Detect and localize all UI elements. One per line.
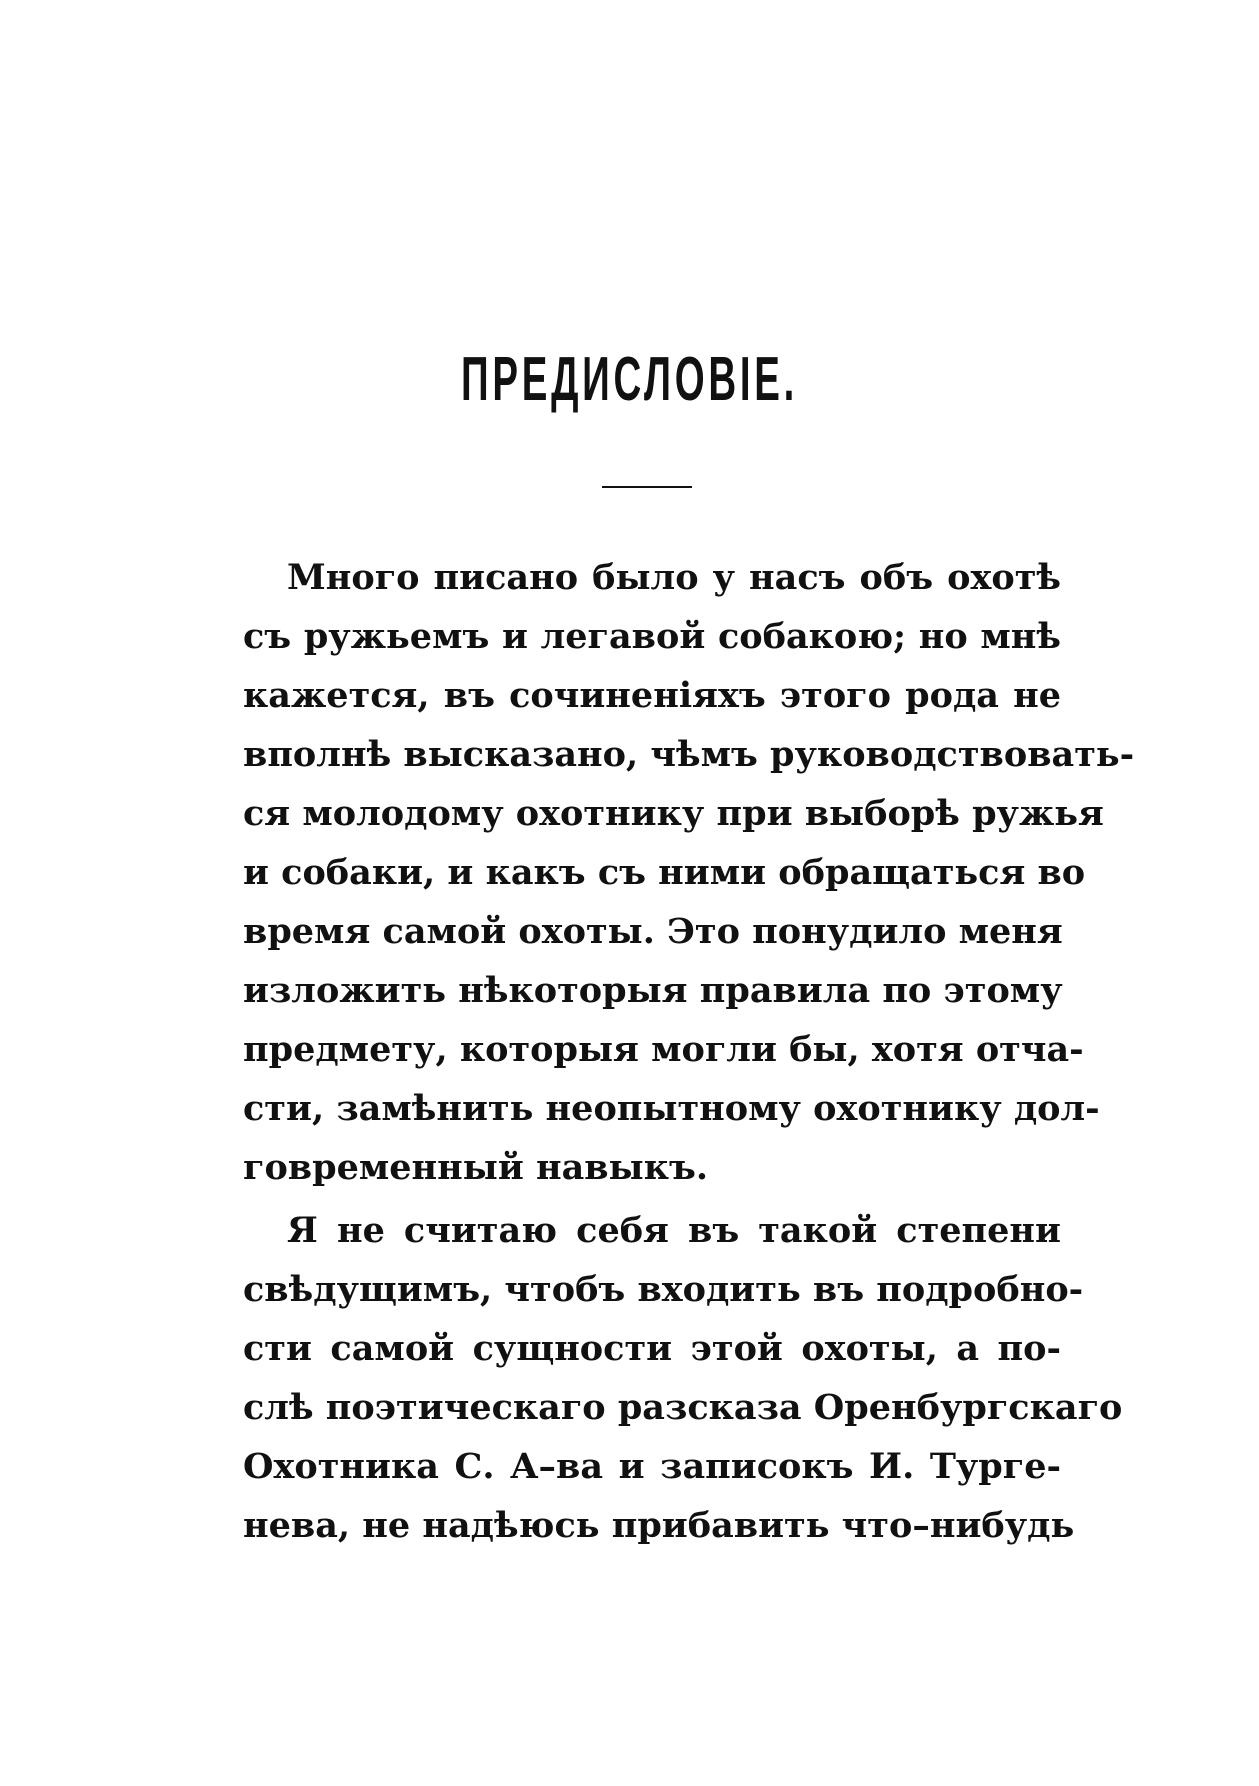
text-line: Много писано было у насъ объ охотѣ [287, 557, 1061, 598]
title-divider [602, 486, 692, 488]
text-line: предмету, которыя могли бы, хотя отча- [243, 1029, 1084, 1070]
body-text [243, 548, 1135, 1555]
text-line: съ ружьемъ и легавой собакою; но мнѣ [243, 616, 1061, 657]
text-line: кажется, въ сочиненіяхъ этого рода не [243, 675, 1061, 716]
text-line: слѣ поэтическаго разсказа Оренбургскаго [243, 1387, 1123, 1428]
paragraph-2 [243, 1201, 1123, 1555]
text-line: сти, замѣнить неопытному охотнику дол- [243, 1088, 1100, 1129]
text-line: изложить нѣкоторыя правила по этому [243, 970, 1063, 1011]
text-line: ся молодому охотнику при выборѣ ружья [243, 793, 1104, 834]
text-line: вполнѣ высказано, чѣмъ руководствовать- [243, 734, 1135, 775]
text-line: свѣдущимъ, чтобъ входить въ подробно- [243, 1269, 1084, 1310]
text-line: Я не считаю себя въ такой степени [287, 1210, 1061, 1251]
text-line: и собаки, и какъ съ ними обращаться во [243, 852, 1086, 893]
paragraph-1 [243, 548, 1135, 1197]
text-line: нева, не надѣюсь прибавить что–нибудь [243, 1505, 1075, 1546]
text-line: время самой охоты. Это понудило меня [243, 911, 1063, 952]
page-title: ПРЕДИСЛОВІЕ. [460, 345, 798, 414]
text-line: говременный навыкъ. [243, 1147, 708, 1188]
text-line: сти самой сущности этой охоты, а по- [243, 1328, 1061, 1369]
text-line: Охотника С. А–ва и записокъ И. Турге- [243, 1446, 1061, 1487]
